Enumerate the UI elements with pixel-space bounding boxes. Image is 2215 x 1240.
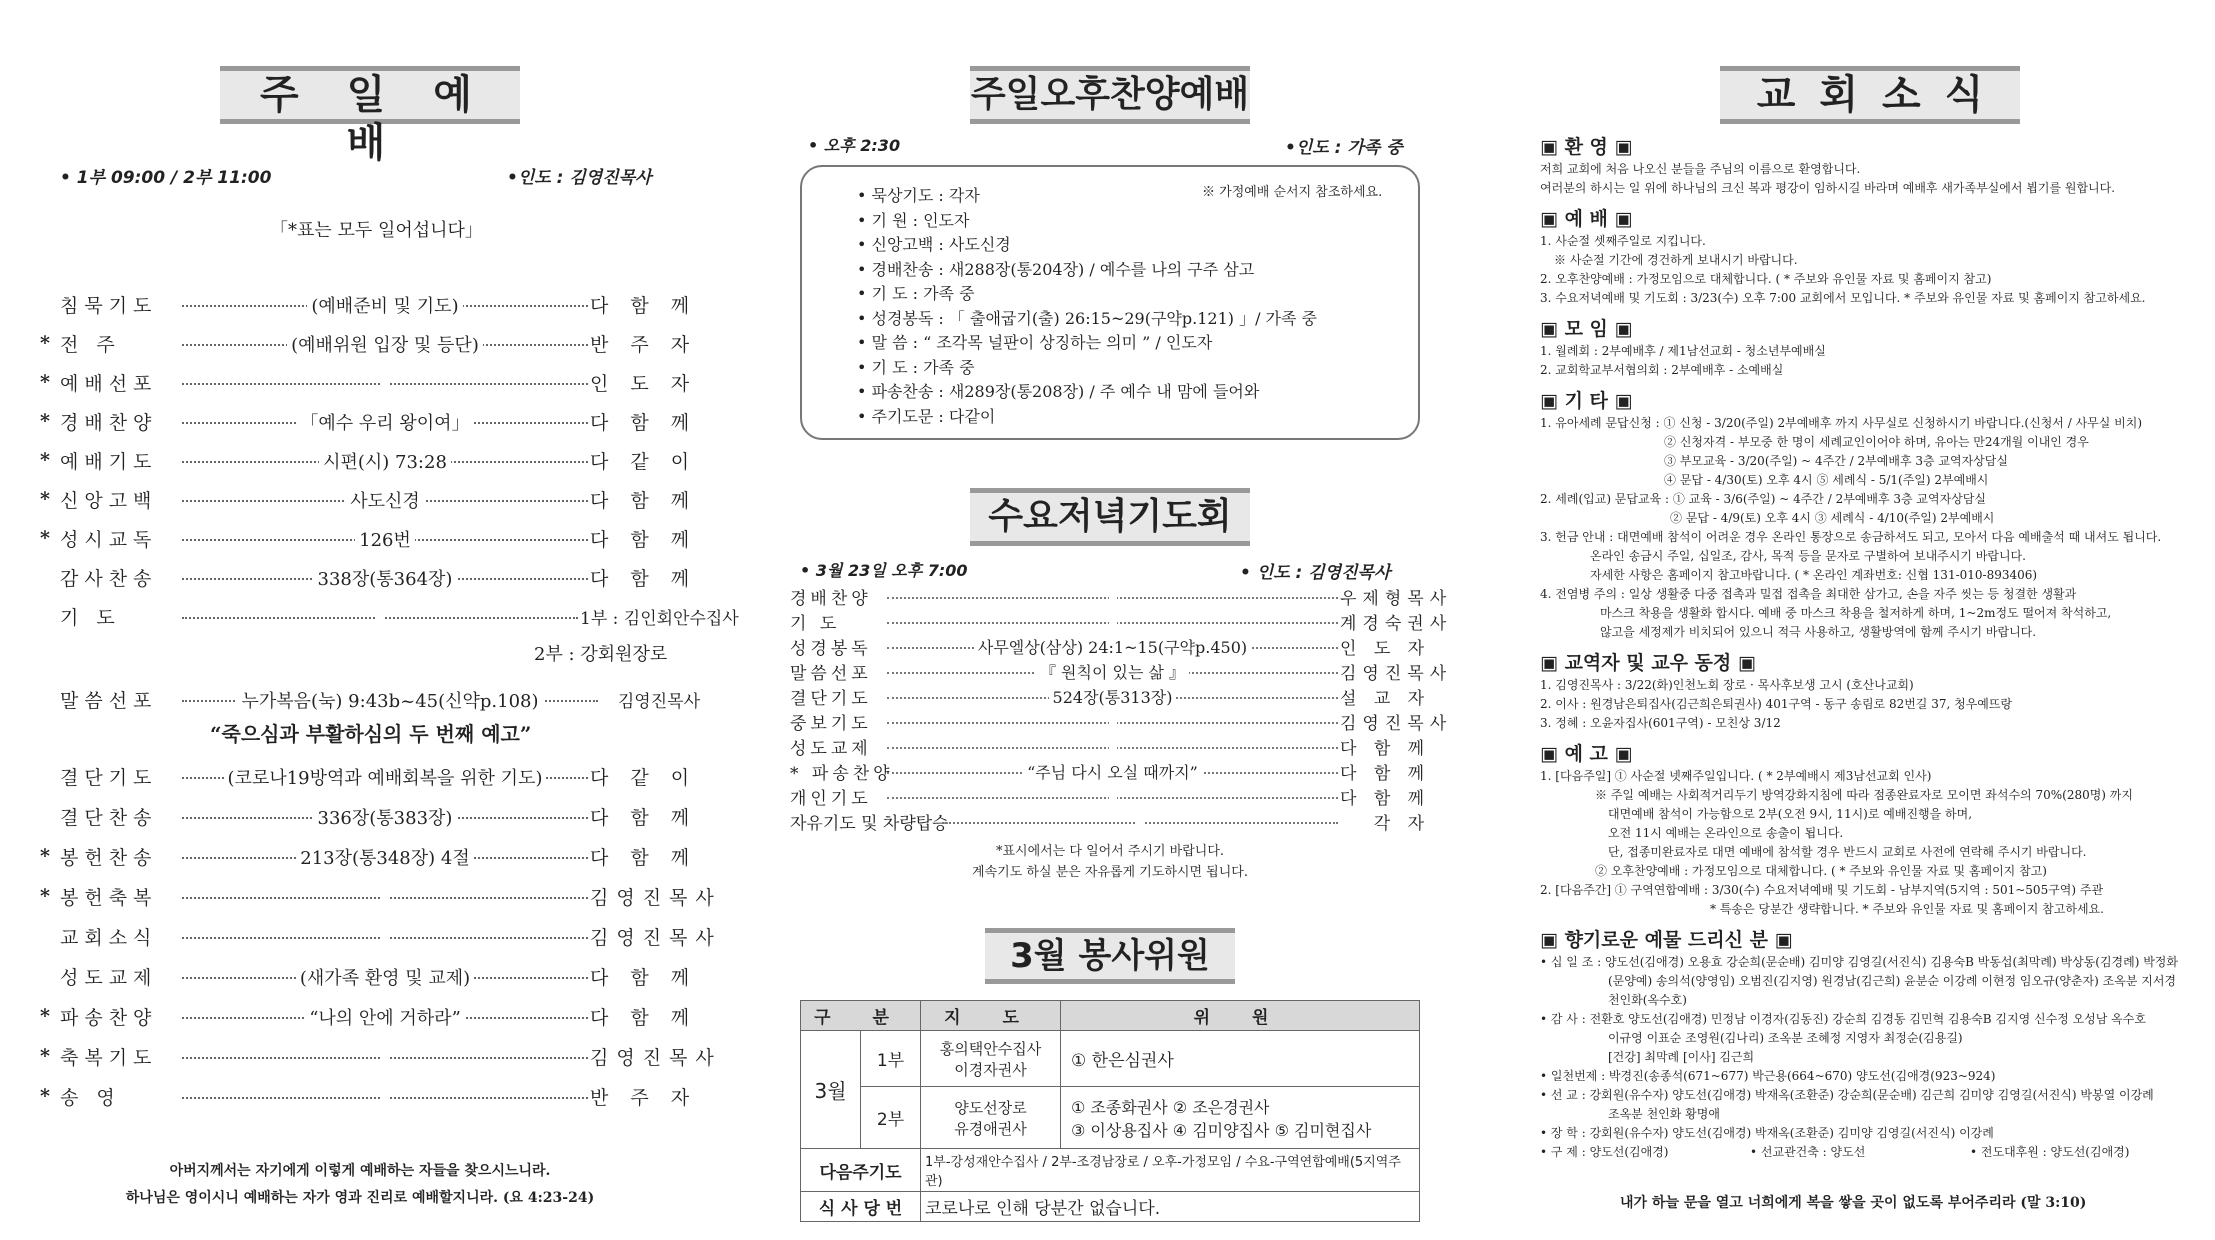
order-detail [381, 1045, 389, 1066]
order-detail-wrap [180, 1084, 590, 1106]
wednesday-label: 성경봉독 [790, 638, 872, 659]
order-detail-wrap [180, 964, 590, 990]
order-detail [381, 925, 389, 946]
wednesday-detail: 524장(통313장) [1049, 688, 1177, 707]
order-label: 결단기도 [60, 766, 158, 789]
offering-line: 조옥분 천인화 황명애 [1608, 1107, 1720, 1121]
order-row [40, 1082, 698, 1110]
wednesday-row [790, 709, 1453, 734]
family-worship-item: • 묵상기도 : 각자 [857, 186, 980, 205]
box-note: ※ 가정예배 순서지 참조하세요. [1202, 185, 1383, 200]
wednesday-person: 설 교 자 [1340, 688, 1431, 709]
wednesday-row [790, 809, 1430, 833]
wednesday-person: 인 도 자 [1340, 638, 1431, 659]
leader-dots [180, 409, 590, 433]
leader-dots [940, 810, 1340, 832]
notice-line: 오전 11시 예배는 온라인으로 송출이 됩니다. [1608, 826, 1844, 840]
order-label: 성도교제 [60, 966, 158, 989]
wednesday-label: 성도교제 [790, 738, 872, 759]
order-label: 감사찬송 [60, 567, 158, 590]
order-detail-wrap [180, 884, 590, 906]
meal-duty-label: 식 사 당 번 [801, 1192, 921, 1222]
leader-dots [885, 760, 1340, 782]
order-row [40, 290, 698, 318]
order-detail: (새가족 환영 및 교제) [296, 968, 474, 989]
order-detail: 336장(통383장) [314, 808, 457, 829]
wednesday-detail-wrap [885, 610, 1340, 630]
wednesday-detail-wrap [885, 660, 1340, 683]
offering-line: • 감 사 : 전환호 양도선(김애경) 민정남 이경자(김동진) 강순희 김경동 김민혁 김용숙B 김지영 신수정 오성남 옥수호 [1540, 1012, 2146, 1026]
order-person: 다 같 이 [590, 766, 698, 789]
order-detail [381, 885, 389, 906]
order-detail-wrap [180, 764, 590, 790]
etc-line: 4. 전염병 주의 : 일상 생활중 다중 접촉과 밀접 접촉을 최대한 삼가고, 손을 자주 씻는 등 청결한 생활과 [1540, 587, 2077, 601]
order-detail-wrap [180, 1044, 590, 1066]
wednesday-detail-wrap [885, 760, 1340, 783]
leader-dots [180, 1004, 590, 1028]
wednesday-detail-wrap [885, 685, 1340, 708]
order-detail-wrap [180, 409, 590, 435]
notice-line: 단, 접종미완료자로 대면 예배에 참석할 경우 반드시 교회로 사전에 연락해 주시기 바랍니다. [1608, 845, 2087, 859]
star-mark: * [40, 1085, 50, 1107]
church-news-column [1540, 0, 2180, 1240]
order-label: 기 도 [60, 606, 121, 629]
star-mark: * [40, 488, 50, 510]
order-detail [381, 371, 389, 392]
order-detail-wrap [180, 292, 590, 318]
etc-line: 마스크 착용을 생활화 합시다. 예배 중 마스크 착용을 철저하게 하며, 1~2m정도 떨어져 착석하고, [1600, 606, 2112, 620]
order-person: 반 주 자 [590, 1086, 698, 1109]
wednesday-detail [1109, 785, 1117, 804]
wednesday-label: 개인기도 [790, 788, 872, 809]
offering-line: [건강] 최막례 [이사] 김근희 [1608, 1050, 1755, 1064]
staff-line: 3. 정혜 : 오윤자집사(601구역) - 모친상 3/12 [1540, 716, 1781, 730]
order-row [40, 962, 698, 990]
wednesday-detail-wrap [885, 735, 1340, 755]
order-label: 침묵기도 [60, 294, 158, 317]
afternoon-worship-title: 주일오후찬양예배 [970, 66, 1250, 124]
order-row [40, 842, 698, 870]
order-detail-wrap [180, 565, 590, 591]
afternoon-worship-column [790, 0, 1453, 1240]
worship-line: 1. 사순절 셋째주일로 지킵니다. [1540, 234, 1706, 248]
order-row [40, 802, 698, 830]
meeting-heading: ▣ 모 임 ▣ [1540, 318, 1633, 340]
order-detail-wrap [180, 924, 590, 946]
order-detail: (코로나19방역과 예배회복을 위한 기도) [224, 768, 547, 789]
family-worship-item: • 신앙고백 : 사도신경 [857, 235, 1011, 254]
etc-line: 2. 세례(입교) 문답교육 : ① 교육 - 3/6(주일) ~ 4주간 / 2부예배후 3층 교역자상담실 [1540, 492, 1986, 506]
wednesday-row [790, 659, 1453, 684]
order-detail: 213장(통348장) 4절 [296, 848, 473, 869]
order-row [40, 882, 722, 910]
order-detail: 사도신경 [346, 491, 424, 512]
order-label: 결단찬송 [60, 806, 158, 829]
order-detail-wrap [180, 370, 590, 392]
wednesday-detail-wrap [885, 785, 1340, 805]
order-row [40, 524, 698, 552]
standing-notice: 「*표는 모두 일어섭니다」 [270, 220, 483, 241]
star-mark: * [40, 371, 50, 393]
closing-verse: 내가 하늘 문을 열고 너희에게 복을 쌓을 곳이 없도록 부어주리라 (말 3:10) [1620, 1195, 2087, 1211]
wednesday-row [790, 609, 1453, 634]
order-person: 다 함 께 [590, 846, 698, 869]
order-row [40, 602, 739, 630]
notice-line: * 특송은 당분간 생략합니다. * 주보와 유인물 자료 및 홈페이지 참고하세요. [1710, 902, 2104, 916]
leader-dots [180, 370, 590, 394]
family-worship-item: • 경배찬송 : 새288장(통204장) / 예수를 나의 구주 삼고 [857, 259, 1255, 279]
staff-line: 2. 이사 : 원경남은퇴집사(김근희은퇴권사) 401구역 - 동구 송림로 82번길 37, 청우예뜨랑 [1540, 697, 2013, 711]
family-worship-item: • 기 도 : 가족 중 [857, 357, 975, 377]
wednesday-label: 기 도 [790, 613, 841, 634]
meal-duty-value: 코로나로 인해 당분간 없습니다. [921, 1192, 1420, 1222]
order-label: 봉헌축복 [60, 886, 158, 909]
wednesday-detail: “주님 다시 오실 때까지” [1023, 763, 1202, 782]
star-mark: * [40, 885, 50, 907]
header-division: 구 분 [801, 1001, 921, 1031]
wednesday-person: 우제형목사 [1340, 588, 1453, 609]
order-person: 다 함 께 [590, 806, 698, 829]
worship-heading: ▣ 예 배 ▣ [1540, 208, 1633, 230]
part1-cell: 1부 [861, 1031, 921, 1087]
welcome-heading: ▣ 환 영 ▣ [1540, 136, 1633, 158]
afternoon-leader: •인도 : 가족 중 [1285, 138, 1403, 158]
sunday-worship-title: 주일예배 [220, 66, 520, 124]
leader-dots [885, 635, 1340, 657]
next-prayer-label: 다음주기도 [801, 1149, 921, 1192]
family-worship-item: • 말 씀 : “ 조각목 널판이 상징하는 의미 ” / 인도자 [857, 333, 1213, 352]
offering-line: • 구 제 : 양도선(김애경) [1540, 1145, 1669, 1159]
offering-line: 천인화(옥수호) [1608, 993, 1687, 1007]
offering-line: • 십 일 조 : 양도선(김애경) 오용효 강순희(문순배) 김미양 김영길(서진식) 김용숙B 박동섭(최막례) 박상동(김경례) 박정화 [1540, 955, 2178, 969]
sermon-title: “죽으심과 부활하심의 두 번째 예고” [210, 722, 532, 746]
order-row [40, 407, 698, 435]
order-label: 예배기도 [60, 450, 158, 473]
wednesday-row [790, 684, 1430, 708]
church-news-title: 교회소식 [1720, 66, 2020, 124]
march-volunteers-title: 3월 봉사위원 [985, 928, 1235, 984]
leader-dots [180, 964, 590, 988]
part2-members-line2: ③ 이상용집사 ④ 김미양집사 ⑤ 김미현집사 [1071, 1120, 1372, 1140]
etc-line: 3. 헌금 안내 : 대면예배 참석이 어려운 경우 온라인 통장으로 송금하셔도 되고, 모아서 다음 예배출석 때 내셔도 됩니다. [1540, 530, 2162, 544]
wednesday-detail [1109, 585, 1117, 604]
order-row [40, 485, 698, 513]
order-detail: “나의 안에 거하라” [305, 1008, 465, 1029]
order-person: 1부 : 김인회안수집사 [580, 608, 739, 629]
wednesday-row [790, 734, 1430, 758]
star-mark: * [40, 332, 50, 354]
leader-dots [885, 710, 1340, 732]
meeting-line: 2. 교회학교부서협의회 : 2부예배후 - 소예배실 [1540, 363, 1784, 377]
volunteer-table [800, 1000, 1420, 1222]
sermon-preacher: 김영진목사 [617, 691, 700, 712]
wednesday-person: 다 함 께 [1340, 738, 1431, 759]
family-worship-box [800, 165, 1420, 440]
welcome-line: 여러분의 하시는 일 위에 하나님의 크신 복과 평강이 임하시길 바라며 예배후 새가족부실에서 뵙기를 원합니다. [1540, 181, 2116, 195]
welcome-line: 저희 교회에 처음 나오신 분들을 주님의 이름으로 환영합니다. [1540, 162, 1861, 176]
order-detail: 126번 [355, 530, 415, 551]
leader-dots [180, 924, 590, 948]
wednesday-detail: 『 원칙이 있는 삶 』 [1036, 663, 1189, 682]
order-row [40, 368, 698, 396]
star-mark: * [40, 527, 50, 549]
wednesday-row [790, 634, 1430, 658]
order-detail: (예배준비 및 기도) [307, 296, 462, 317]
leader-dots [885, 785, 1340, 807]
order-person: 반 주 자 [590, 333, 698, 356]
order-detail-wrap [180, 448, 590, 474]
family-worship-item: • 기 도 : 가족 중 [857, 284, 975, 303]
wednesday-label: * 파송찬양 [790, 763, 894, 784]
wednesday-label: 자유기도 및 차량탑승 [790, 813, 949, 834]
order-row [40, 563, 698, 591]
etc-line: 않고을 세정제가 비치되어 있으니 적극 사용하고, 생활방역에 함께 주시기 바랍니다. [1600, 625, 2037, 639]
order-detail-wrap [180, 604, 580, 626]
order-detail [381, 1085, 389, 1106]
notice-line: 1. [다음주일] ① 사순절 넷째주일입니다. ( * 2부예배시 제3남선교회 인사) [1540, 769, 1932, 783]
leader-dots [180, 448, 590, 472]
wednesday-person: 김영진목사 [1340, 713, 1453, 734]
staff-line: 1. 김영진목사 : 3/22(화)인천노회 장로 · 목사후보생 고시 (호산나교회) [1540, 678, 1914, 692]
star-mark: * [40, 845, 50, 867]
leader-dots [180, 764, 590, 788]
wednesday-leader: • 인도 : 김영진목사 [1240, 563, 1391, 583]
verse-line-1: 아버지께서는 자기에게 이렇게 예배하는 자들을 찾으시느니라. [169, 1163, 551, 1179]
prayer-2nd-service: 2부 : 강회원장로 [534, 644, 668, 665]
part1-members: ① 한은심권사 [1061, 1031, 1420, 1087]
month-cell: 3월 [801, 1031, 861, 1149]
service-leader: •인도 : 김영진목사 [507, 168, 652, 188]
part1-lead: 홍의택안수집사 이경자권사 [921, 1031, 1061, 1087]
worship-line: 3. 수요저녁예배 및 기도회 : 3/23(수) 오후 7:00 교회에서 모입니다. * 주보와 유인물 자료 및 홈페이지 참고하세요. [1540, 291, 2146, 305]
etc-line: ② 문답 - 4/9(토) 오후 4시 ③ 세례식 - 4/10(주일) 2부예배시 [1670, 511, 1995, 525]
star-mark: * [40, 1005, 50, 1027]
order-label: 전 주 [60, 333, 121, 356]
service-times: • 1부 09:00 / 2부 11:00 [60, 168, 272, 188]
leader-dots [885, 585, 1340, 607]
family-worship-item: • 기 원 : 인도자 [857, 210, 970, 230]
next-prayer-value: 1부-강성재안수집사 / 2부-조경남장로 / 오후-가정모임 / 수요-구역연합예배(5지역주관) [921, 1149, 1420, 1192]
order-label: 파송찬양 [60, 1006, 158, 1029]
notice-line: ② 오후찬양예배 : 가정모임으로 대체합니다. ( * 주보와 유인물 자료 및 홈페이지 참고) [1595, 864, 2047, 878]
etc-line: 자세한 사항은 홈페이지 참고바랍니다. ( * 온라인 계좌번호: 신협 131-010-893406) [1590, 568, 2038, 582]
etc-line: 1. 유아세례 문답신청 : ① 신청 - 3/20(주일) 2부예배후 까지 사무실로 신청하시기 바랍니다.(신청서 / 사무실 비치) [1540, 416, 2143, 430]
leader-dots [180, 804, 590, 828]
etc-heading: ▣ 기 타 ▣ [1540, 390, 1633, 412]
wednesday-note-2: 계속기도 하실 분은 자유롭게 기도하시면 됩니다. [972, 865, 1248, 880]
wednesday-label: 경배찬양 [790, 588, 872, 609]
order-person: 다 함 께 [590, 489, 698, 512]
wednesday-row [790, 759, 1430, 783]
order-person: 다 함 께 [590, 294, 698, 317]
worship-line: ※ 사순절 기간에 경건하게 보내시기 바랍니다. [1554, 253, 1798, 267]
order-label: 경배찬양 [60, 411, 158, 434]
order-label: 송 영 [60, 1086, 121, 1109]
order-person: 다 함 께 [590, 966, 698, 989]
wednesday-label: 중보기도 [790, 713, 872, 734]
order-label: 봉헌찬송 [60, 846, 158, 869]
afternoon-time: • 오후 2:30 [808, 136, 901, 155]
family-worship-item: • 파송찬송 : 새289장(통208장) / 주 예수 내 맘에 들어와 [857, 382, 1260, 401]
wednesday-detail: 사무엘상(삼상) 24:1~15(구약p.450) [974, 638, 1251, 657]
order-person: 다 같 이 [590, 450, 698, 473]
order-label: 축복기도 [60, 1046, 158, 1069]
sermon-label: 말씀선포 [60, 689, 158, 712]
order-detail-wrap [180, 804, 590, 830]
part2-members [1061, 1087, 1420, 1149]
wednesday-detail-wrap [885, 710, 1340, 730]
order-person: 다 함 께 [590, 1006, 698, 1029]
star-mark: * [40, 449, 50, 471]
order-row [40, 329, 698, 357]
wednesday-label: 결단기도 [790, 688, 872, 709]
order-detail-wrap [180, 526, 590, 552]
leader-dots [180, 1084, 590, 1108]
order-detail: 시편(시) 73:28 [319, 452, 451, 473]
offering-line: • 선교관건축 : 양도선 [1750, 1145, 1866, 1159]
offering-line: • 일천번제 : 박경진(송종석(671~677) 박근용(664~670) 양도선(김애경(923~924) [1540, 1069, 1996, 1083]
wednesday-row [790, 584, 1453, 609]
order-label: 예배선포 [60, 372, 158, 395]
wednesday-detail-wrap [885, 635, 1340, 658]
leader-dots [180, 487, 590, 511]
wednesday-detail-wrap [940, 810, 1340, 830]
leader-dots [180, 604, 580, 628]
wednesday-detail [1109, 710, 1117, 729]
sermon-row [60, 685, 700, 713]
wednesday-label: 말씀선포 [790, 663, 872, 684]
order-detail-wrap [180, 1004, 590, 1030]
header-lead: 지 도 [921, 1001, 1061, 1031]
order-row [40, 1042, 722, 1070]
wednesday-person: 다 함 께 [1340, 788, 1431, 809]
order-person: 김영진목사 [590, 1046, 722, 1069]
wednesday-prayer-title: 수요저녁기도회 [970, 488, 1250, 546]
order-label: 성시교독 [60, 528, 158, 551]
order-person: 다 함 께 [590, 528, 698, 551]
etc-line: ④ 문답 - 4/30(토) 오후 4시 ⑤ 세례식 - 5/1(주일) 2부예배시 [1664, 473, 1989, 487]
notice-heading: ▣ 예 고 ▣ [1540, 743, 1633, 765]
leader-dots [180, 565, 590, 589]
leader-dots [180, 526, 590, 550]
leader-dots [180, 331, 590, 355]
notice-line: 2. [다음주간] ① 구역연합예배 : 3/30(수) 수요저녁예배 및 기도회 - 남부지역(5지역 : 501~505구역) 주관 [1540, 883, 2104, 897]
wednesday-person: 김영진목사 [1340, 663, 1453, 684]
order-detail: 338장(통364장) [314, 569, 457, 590]
etc-line: ② 신청자격 - 부모중 한 명이 세례교인이어야 하며, 유아는 만24개월 이내인 경우 [1664, 435, 2089, 449]
order-label: 신앙고백 [60, 489, 158, 512]
star-mark: * [40, 1045, 50, 1067]
etc-line: ③ 부모교육 - 3/20(주일) ~ 4주간 / 2부예배후 3층 교역자상담실 [1664, 454, 2008, 468]
offering-line: (문양예) 송의석(양영임) 오범진(김지영) 원경남(김근희) 윤분순 이강례 이현정 임오규(양춘자) 조옥분 지서경 [1608, 974, 2177, 988]
leader-dots [885, 735, 1340, 757]
order-row [40, 446, 698, 474]
part2-lead: 양도선장로 유경애권사 [921, 1087, 1061, 1149]
notice-line: ※ 주일 예배는 사회적거리두기 방역강화지침에 따라 점종완료자로 모이면 좌석수의 70%(280명) 까지 [1595, 788, 2133, 802]
order-person: 김영진목사 [590, 886, 722, 909]
etc-line: 온라인 송금시 주일, 십일조, 감사, 목적 등을 문자로 구별하여 보내주시기 바랍니다. [1590, 549, 2026, 563]
offering-line: • 선 교 : 강회원(유수자) 양도선(김애경) 박재옥(조환준) 강순희(문순배) 김근희 김미양 김영길(서진식) 박봉열 이강례 [1540, 1088, 2154, 1102]
leader-dots [885, 660, 1340, 682]
notice-line: 대면예배 참석이 가능함으로 2부(오전 9시, 11시)로 예배진행을 하며, [1608, 807, 1973, 821]
order-detail: 「예수 우리 왕이여」 [296, 413, 473, 434]
wednesday-person: 다 함 께 [1340, 763, 1431, 784]
wednesday-detail-wrap [885, 585, 1340, 605]
order-row [40, 1002, 698, 1030]
part2-cell: 2부 [861, 1087, 921, 1149]
leader-dots [180, 1044, 590, 1068]
leader-dots [180, 844, 590, 868]
order-row [40, 922, 722, 950]
sermon-scripture: 누가복음(눅) 9:43b~45(신약p.108) [237, 691, 542, 712]
worship-line: 2. 오후찬양예배 : 가정모임으로 대체합니다. ( * 주보와 유인물 자료 및 홈페이지 참고) [1540, 272, 1992, 286]
offering-line: • 전도대후원 : 양도선(김애경) [1970, 1145, 2130, 1159]
wednesday-detail [1136, 810, 1144, 829]
wednesday-note-1: *표시에서는 다 일어서 주시기 바랍니다. [995, 844, 1225, 859]
wednesday-time: • 3월 23일 오후 7:00 [800, 561, 968, 580]
wednesday-detail [1109, 610, 1117, 629]
wednesday-person: 각 자 [1373, 813, 1430, 834]
order-person: 다 함 께 [590, 411, 698, 434]
offering-line: • 장 학 : 강회원(유수자) 양도선(김애경) 박재옥(조환준) 김미양 김영길(서진식) 이강례 [1540, 1126, 1994, 1140]
order-detail-wrap [180, 487, 590, 513]
meeting-line: 1. 월례회 : 2부예배후 / 제1남선교회 - 청소년부예배실 [1540, 344, 1826, 358]
leader-dots [180, 292, 590, 316]
family-worship-item: • 성경봉독 : 「 출애굽기(출) 26:15~29(구약p.121) 」/ 가족 중 [857, 308, 1318, 328]
leader-dots [885, 610, 1340, 632]
order-row [40, 762, 698, 790]
verse-line-2: 하나님은 영이시니 예배하는 자가 영과 진리로 예배할지니라. (요 4:23-24) [125, 1190, 595, 1206]
order-detail [376, 605, 384, 626]
family-worship-item: • 주기도문 : 다같이 [857, 406, 996, 426]
order-person: 인 도 자 [590, 372, 698, 395]
header-members: 위 원 [1061, 1001, 1420, 1031]
leader-dots [180, 884, 590, 908]
order-label: 교회소식 [60, 926, 158, 949]
order-detail-wrap [180, 331, 590, 357]
staff-heading: ▣ 교역자 및 교우 동정 ▣ [1540, 652, 1756, 674]
star-mark: * [40, 410, 50, 432]
offering-line: 이규영 이표순 조영원(김나리) 조옥분 조혜정 지영자 최정순(김용길) [1608, 1031, 1963, 1045]
offering-heading: ▣ 향기로운 예물 드리신 분 ▣ [1540, 929, 1793, 951]
leader-dots [885, 685, 1340, 707]
order-person: 김영진목사 [590, 926, 722, 949]
order-detail-wrap [180, 844, 590, 870]
order-detail: (예배위원 입장 및 등단) [287, 335, 483, 356]
wednesday-detail [1109, 735, 1117, 754]
wednesday-row [790, 784, 1430, 808]
part2-members-line1: ① 조종화권사 ② 조은경권사 [1071, 1097, 1270, 1117]
wednesday-person: 계경숙권사 [1340, 613, 1453, 634]
sunday-worship-column [40, 0, 739, 1240]
order-person: 다 함 께 [590, 567, 698, 590]
